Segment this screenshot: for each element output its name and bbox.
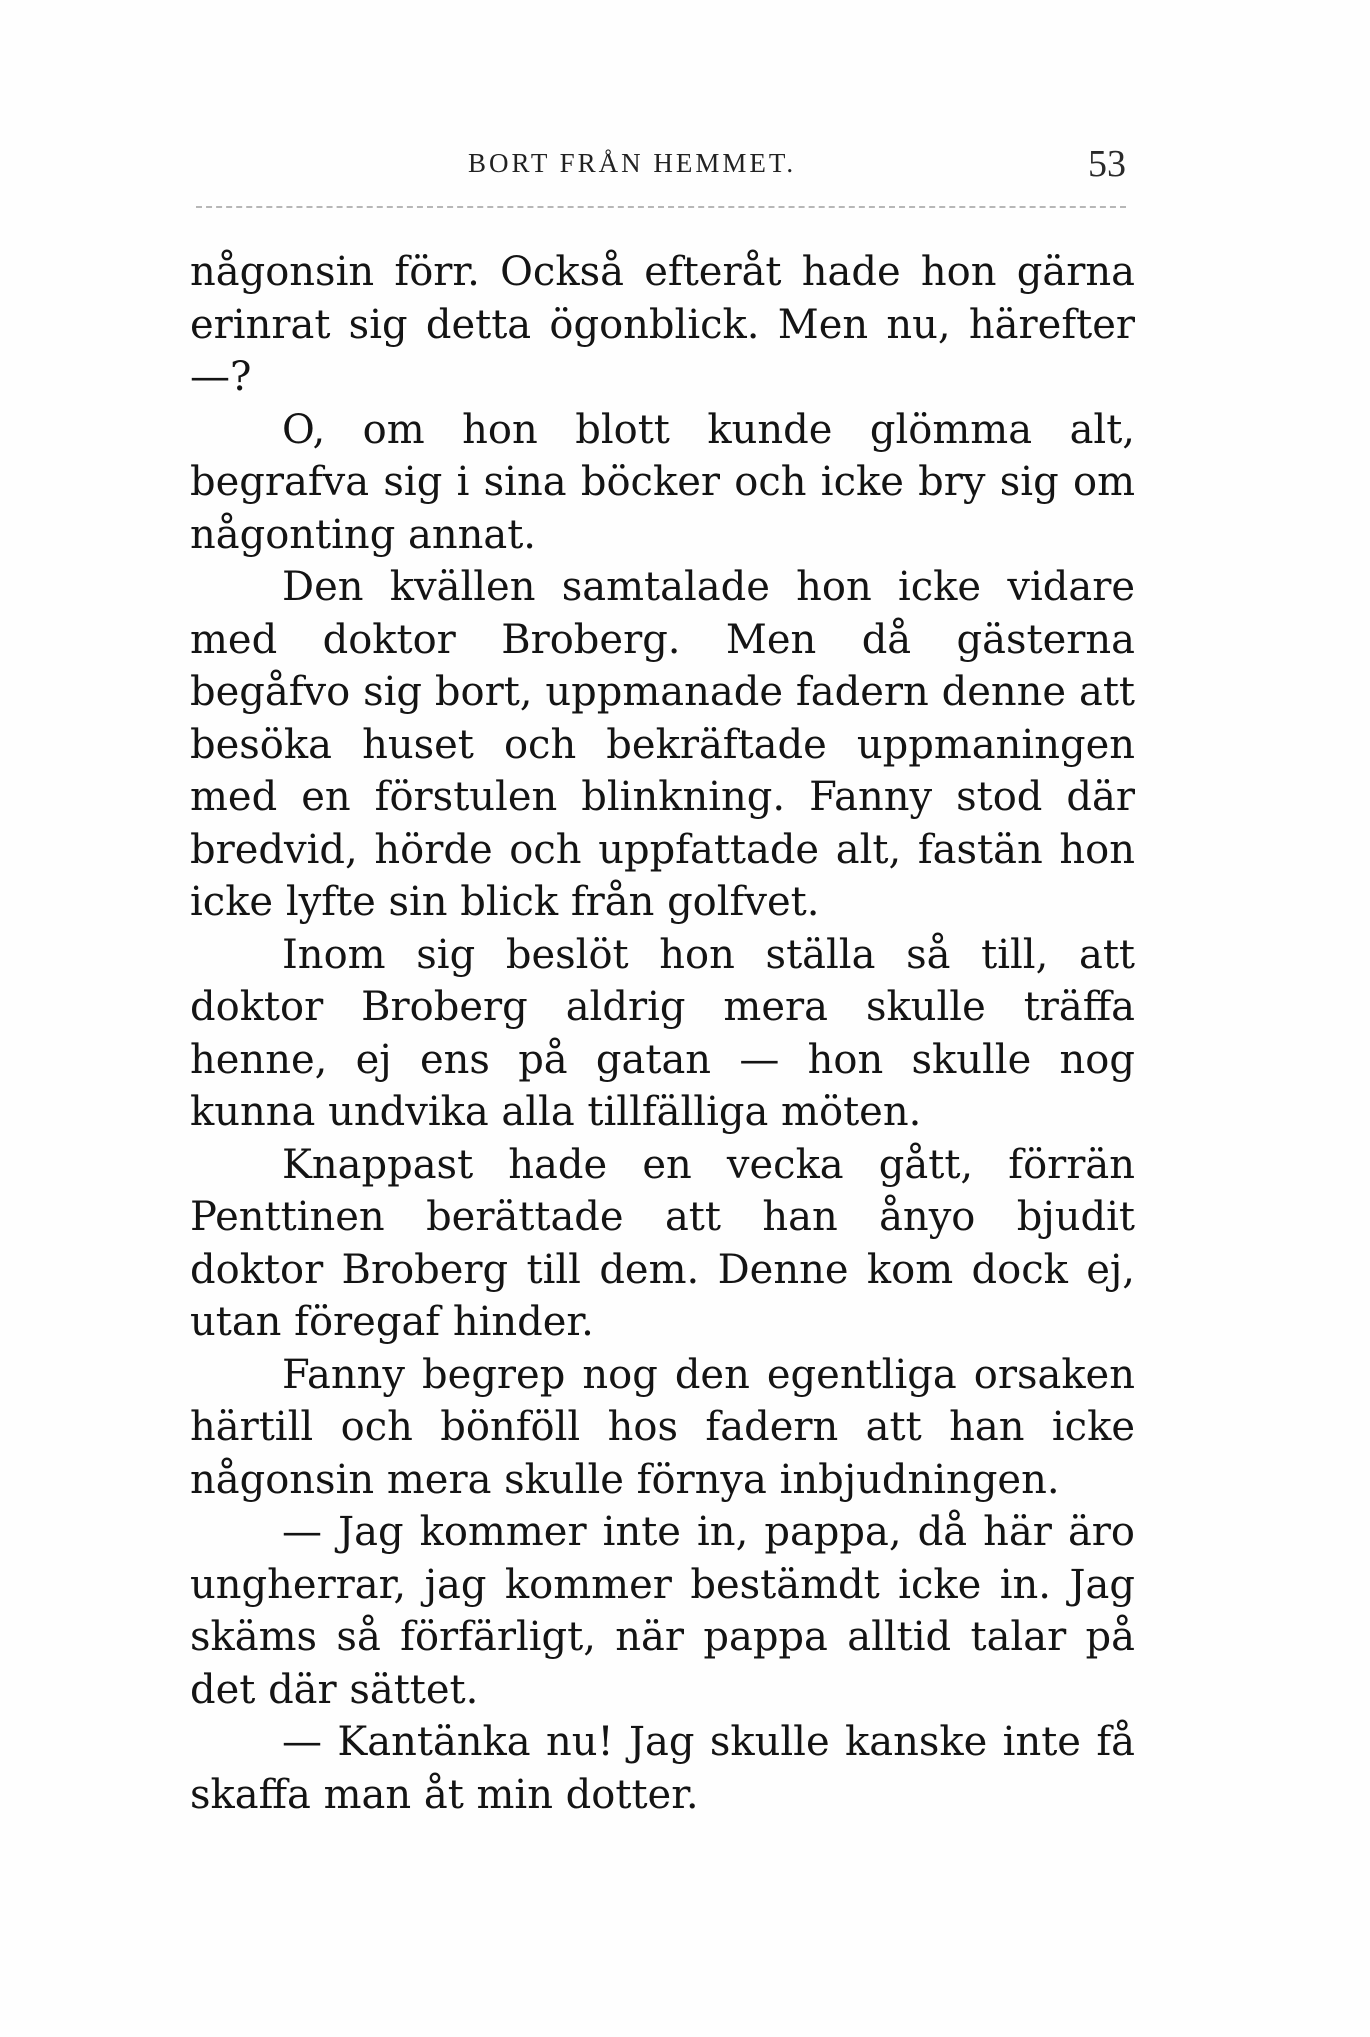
paragraph: O, om hon blott kunde glömma alt, begrafva sig i sina böcker och icke bry sig om någonting annat. <box>190 406 1135 558</box>
page-number: 53 <box>1088 143 1126 185</box>
header-rule <box>196 206 1126 208</box>
running-title: BORT FRÅN HEMMET. <box>468 148 797 178</box>
paragraph: Inom sig beslöt hon ställa så till, att doktor Broberg aldrig mera skulle träffa henne, ej ens på gatan — hon skulle nog kunna undvika alla tillfälliga möten. <box>190 931 1135 1135</box>
dialogue-paragraph: — Kantänka nu! Jag skulle kanske inte få skaffa man åt min dotter. <box>190 1719 1135 1818</box>
paragraph: Knappast hade en vecka gått, förrän Penttinen berättade att han ånyo bjudit doktor Broberg till dem. Denne kom dock ej, utan föregaf hinder. <box>190 1141 1135 1345</box>
running-head <box>190 143 1140 188</box>
paragraph-continued: någonsin förr. Också efteråt hade hon gärna erinrat sig detta ögonblick. Men nu, härefter —? <box>190 249 1135 400</box>
paragraph: Fanny begrep nog den egentliga orsaken härtill och bönföll hos fadern att han icke någonsin mera skulle förnya inbjudningen. <box>190 1351 1135 1503</box>
paragraph: Den kvällen samtalade hon icke vidare med doktor Broberg. Men då gästerna begåfvo sig bort, uppmanade fadern denne att besöka huset och bekräftade uppmaningen med en förstulen blinkning. Fanny stod där bredvid, hörde och uppfattade alt, fastän hon icke lyfte sin blick från golfvet. <box>190 564 1135 925</box>
body-text <box>190 246 1135 1821</box>
dialogue-paragraph: — Jag kommer inte in, pappa, då här äro ungherrar, jag kommer bestämdt icke in. Jag skäms så förfärligt, när pappa alltid talar på det där sättet. <box>190 1509 1135 1713</box>
